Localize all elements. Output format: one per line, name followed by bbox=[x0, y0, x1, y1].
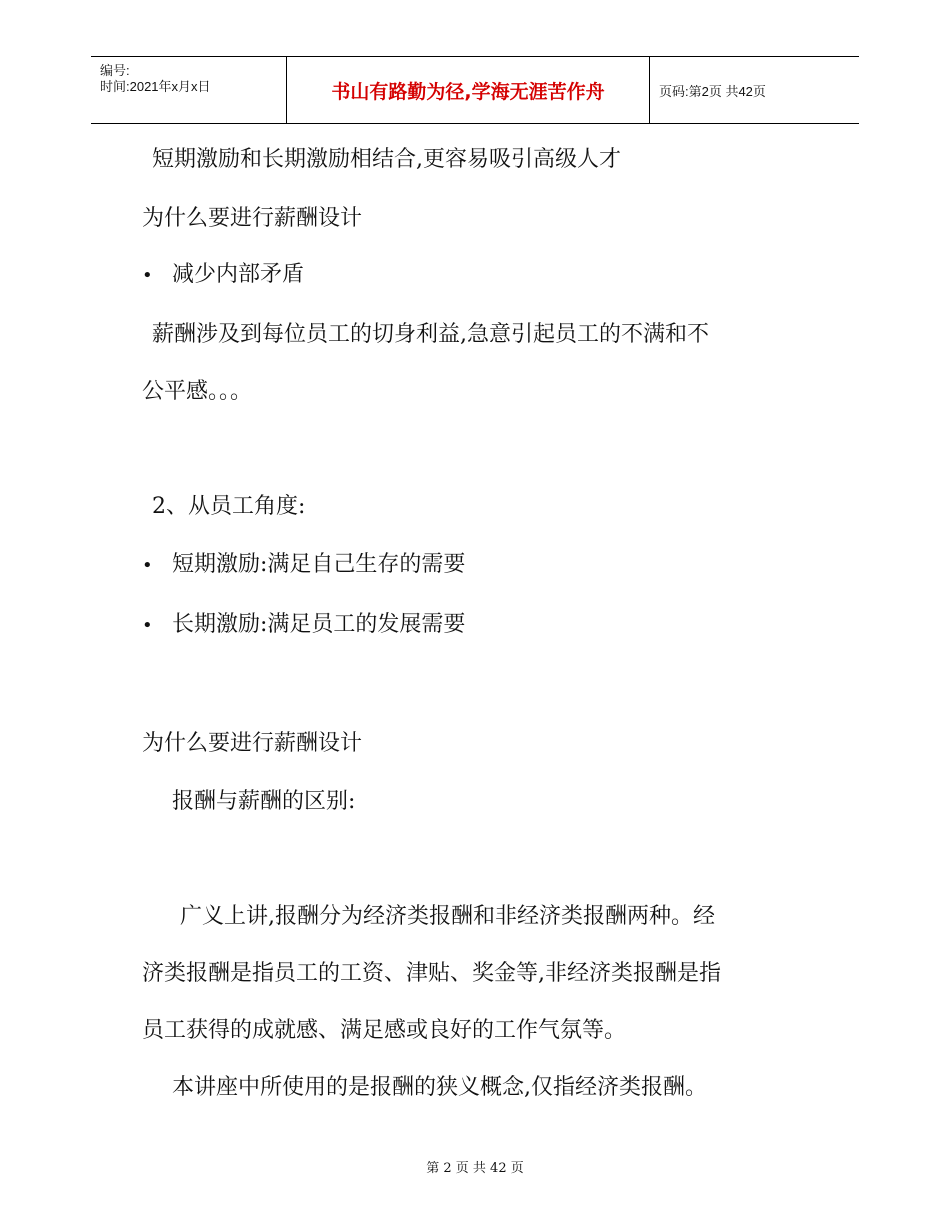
header-motto: 书山有路勤为径,学海无涯苦作舟 bbox=[287, 57, 650, 123]
page-header bbox=[91, 56, 859, 124]
bullet-long-term: 长期激励:满足员工的发展需要 bbox=[172, 612, 466, 637]
heading-why-design-1: 为什么要进行薪酬设计 bbox=[142, 206, 363, 231]
intro-line: 短期激励和长期激励相结合,更容易吸引高级人才 bbox=[152, 147, 621, 172]
paragraph-1-line-2: 公平感。。。 bbox=[142, 379, 253, 404]
section-employee-perspective: 2、从员工角度: bbox=[152, 494, 306, 519]
page-footer: 第 2 页 共 42 页 bbox=[426, 1161, 524, 1176]
paragraph-3: 本讲座中所使用的是报酬的狭义概念,仅指经济类报酬。 bbox=[172, 1075, 707, 1100]
subheading-difference: 报酬与薪酬的区别: bbox=[172, 789, 356, 814]
bullet-marker: • bbox=[142, 555, 153, 576]
paragraph-2-line-3: 员工获得的成就感、满足感或良好的工作气氛等。 bbox=[142, 1018, 627, 1043]
heading-why-design-2: 为什么要进行薪酬设计 bbox=[142, 731, 363, 756]
number-label: 编号: bbox=[100, 63, 130, 78]
paragraph-2-line-1: 广义上讲,报酬分为经济类报酬和非经济类报酬两种。经 bbox=[180, 904, 715, 929]
paragraph-2-line-2: 济类报酬是指员工的工资、津贴、奖金等,非经济类报酬是指 bbox=[142, 961, 721, 986]
paragraph-1-line-1: 薪酬涉及到每位员工的切身利益,急意引起员工的不满和不 bbox=[152, 322, 709, 347]
bullet-reduce-conflict: 减少内部矛盾 bbox=[172, 262, 305, 287]
time-label: 时间:2021年x月x日 bbox=[100, 79, 211, 94]
header-page-info: 页码:第2页 共42页 bbox=[659, 83, 766, 99]
bullet-marker: • bbox=[142, 265, 153, 286]
header-meta bbox=[91, 57, 287, 123]
bullet-short-term: 短期激励:满足自己生存的需要 bbox=[172, 552, 466, 577]
bullet-marker: • bbox=[142, 615, 153, 636]
